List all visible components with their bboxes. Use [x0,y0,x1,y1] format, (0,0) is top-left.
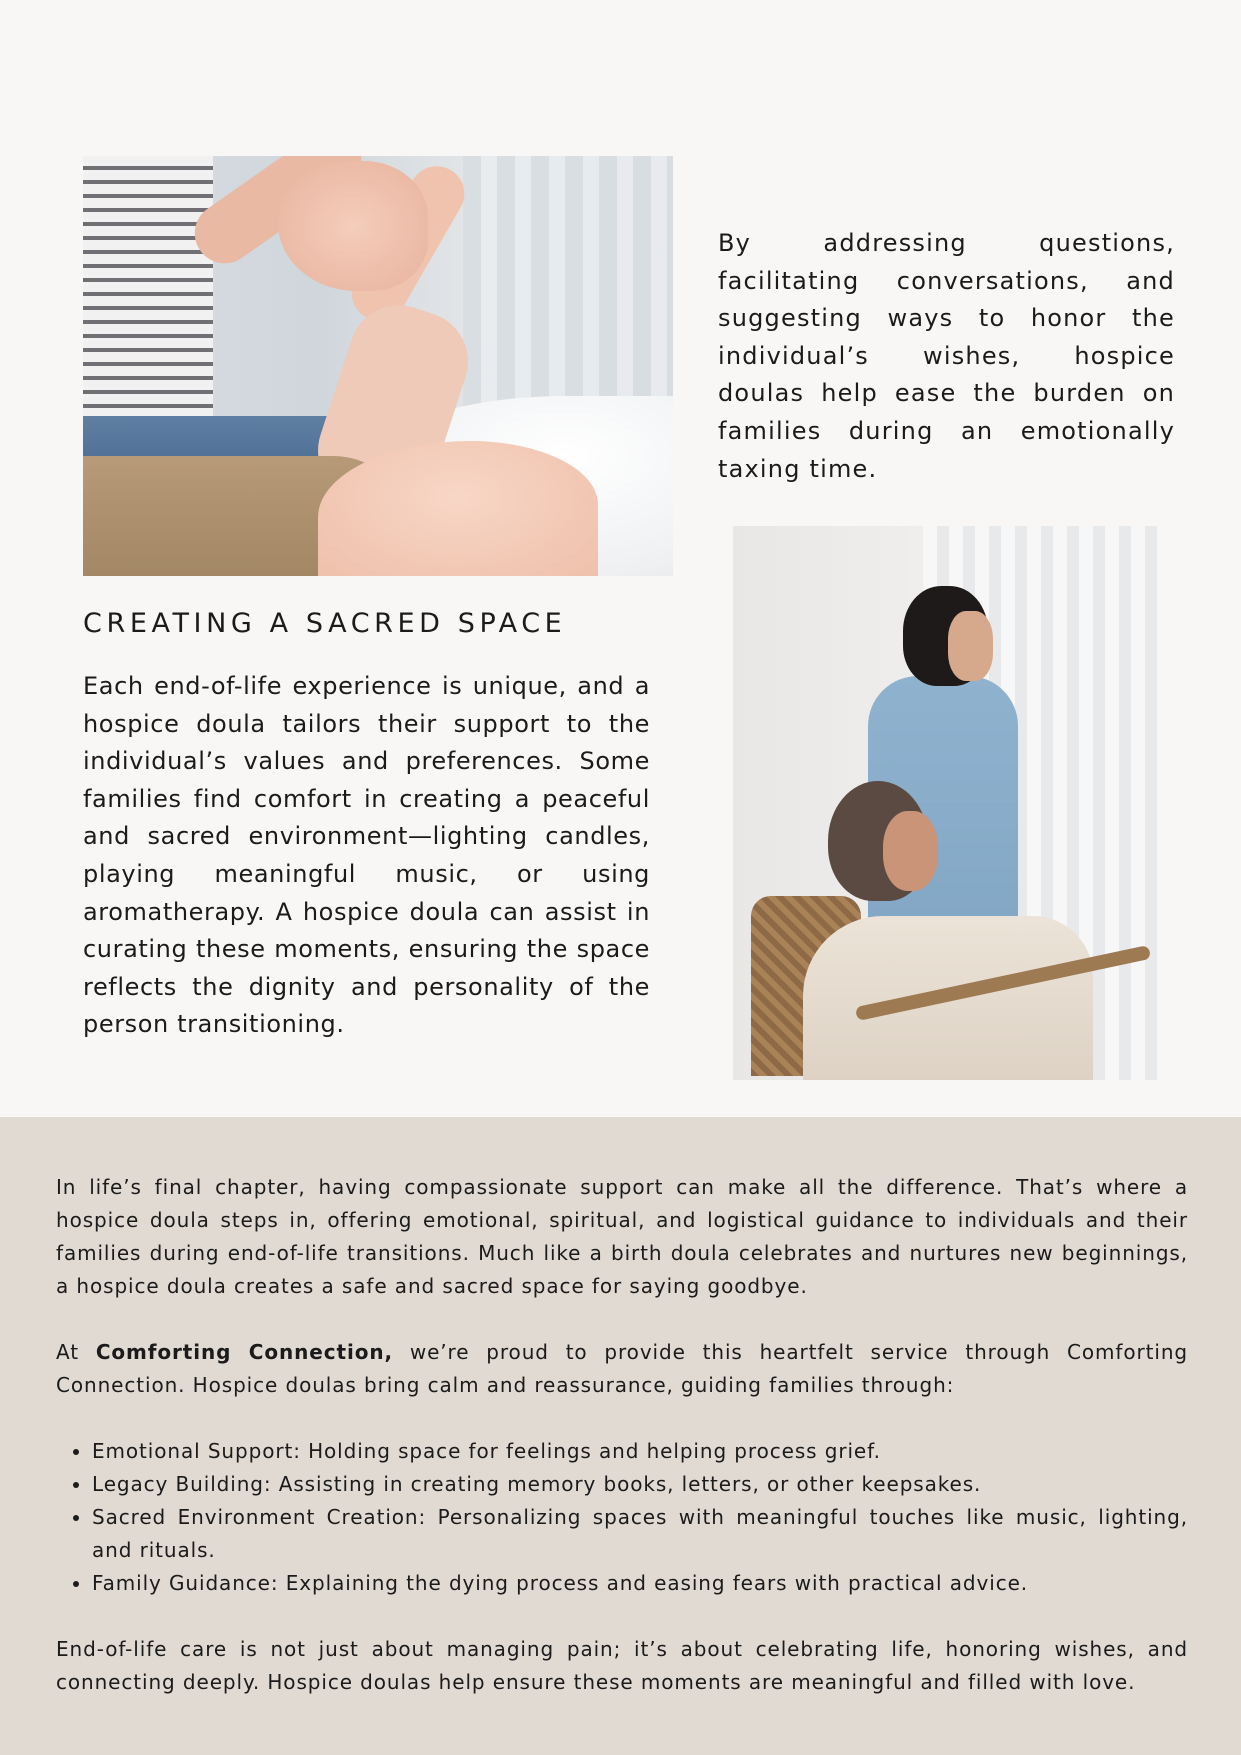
provider-suffix: we’re proud to provide this heartfelt service through Comforting Connection. Hospice doulas bring calm and reassurance, guiding families through: [56,1340,1189,1397]
caregiver-face-shape [948,611,993,681]
caregiver-window-photo [733,526,1160,1080]
curtain-shape [463,156,673,416]
provider-paragraph [56,1336,1188,1402]
list-item: • Family Guidance: Explaining the dying process and easing fears with practical advice. [92,1567,1188,1600]
closing-paragraph: End-of-life care is not just about managing pain; it’s about celebrating life, honoring wishes, and connecting deeply. Hospice doulas help ensure these moments are meaningful and filled with love. [56,1637,1188,1694]
services-list [56,1435,1188,1600]
bottom-section [0,1117,1241,1755]
right-paragraph: By addressing questions, facilitating conversations, and suggesting ways to honor the individual’s wishes, hospice doulas help ease the burden on families during an emotionally taxing time. [718,229,1175,483]
intro-paragraph: In life’s final chapter, having compassionate support can make all the difference. That’s where a hospice doula steps in, offering emotional, spiritual, and logistical guidance to individuals and their families during end-of-life transitions. Much like a birth doula celebrates and nurtures new beginnings, a hospice doula creates a safe and sacred space for saying goodbye. [56,1175,1188,1298]
list-item: • Emotional Support: Holding space for feelings and helping process grief. [92,1435,1188,1468]
list-item: • Legacy Building: Assisting in creating memory books, letters, or other keepsakes. [92,1468,1188,1501]
provider-name: Comforting Connection, [95,1340,393,1364]
section-body: Each end-of-life experience is unique, and a hospice doula tailors their support to the individual’s values and preferences. Some families find comfort in creating a peaceful and sacred environment—lighting candles, playing meaningful music, or using aromatherapy. A hospice doula can assist in curating these moments, ensuring the space reflects the dignity and personality of the person transitioning. [83,672,650,1039]
clasped-hands-shape [278,161,428,291]
section-heading: CREATING A SACRED SPACE [83,608,567,639]
elderly-woman-face-shape [883,811,938,891]
bottom-text [56,1171,1188,1699]
list-item: • Sacred Environment Creation: Personalizing spaces with meaningful touches like music, lighting, and rituals. [92,1501,1188,1567]
striped-shirt-shape [83,156,213,426]
provider-prefix: At [56,1340,96,1364]
holding-hands-photo [83,156,673,576]
